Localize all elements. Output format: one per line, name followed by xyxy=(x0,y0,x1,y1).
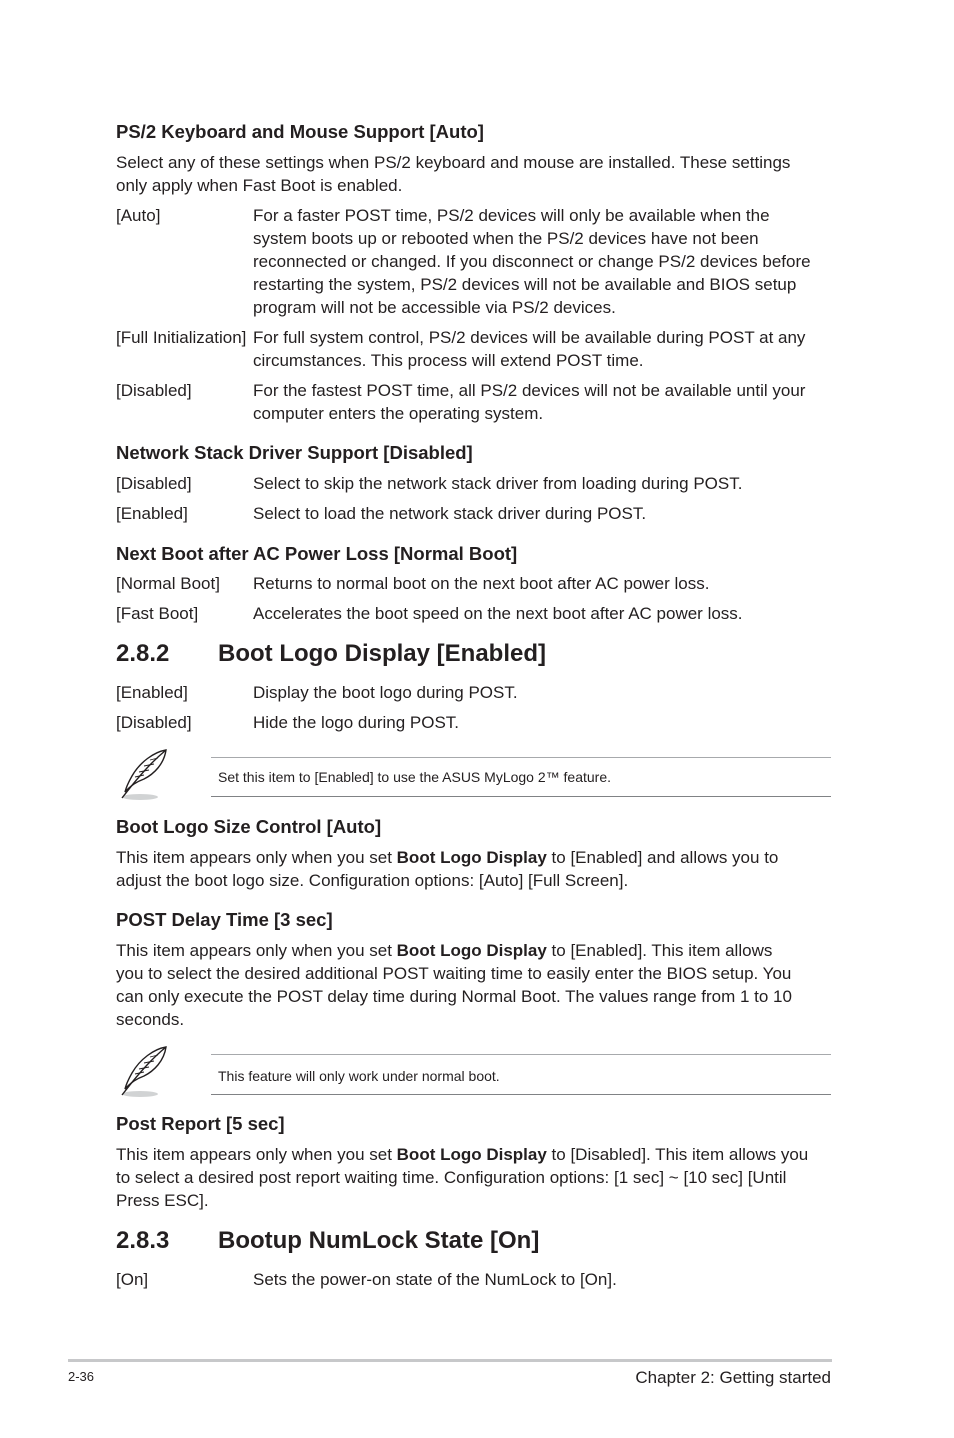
heading-network-stack: Network Stack Driver Support [Disabled] xyxy=(116,442,473,463)
footer-rule xyxy=(68,1359,832,1362)
option-key: [Auto] xyxy=(116,206,161,225)
option-key: [Enabled] xyxy=(116,504,188,523)
option-row xyxy=(116,204,832,319)
section-title-2-8-3 xyxy=(116,1226,539,1256)
option-value: Sets the power-on state of the NumLock to [On]. xyxy=(253,1270,617,1289)
option-value: Returns to normal boot on the next boot after AC power loss. xyxy=(253,574,710,593)
text-line: reconnected or changed. If you disconnect or change PS/2 devices before xyxy=(253,252,811,271)
option-row xyxy=(116,602,832,625)
text-line xyxy=(116,1143,832,1166)
text-run: This item appears only when you set xyxy=(116,1145,397,1164)
note-text: This feature will only work under normal boot. xyxy=(218,1068,500,1084)
option-key: [Disabled] xyxy=(116,381,192,400)
text-line: you to select the desired additional POST waiting time to easily enter the BIOS setup. You xyxy=(116,964,792,983)
text-line: Press ESC]. xyxy=(116,1191,209,1210)
option-key: [Enabled] xyxy=(116,683,188,702)
option-key: [Full Initialization] xyxy=(116,328,247,347)
text-line: can only execute the POST delay time during Normal Boot. The values range from 1 to 10 xyxy=(116,987,792,1006)
option-value: Select to skip the network stack driver from loading during POST. xyxy=(253,474,743,493)
text-run: to [Enabled] and allows you to xyxy=(546,848,779,867)
section-title: Boot Logo Display [Enabled] xyxy=(218,640,546,667)
option-key: [Normal Boot] xyxy=(116,574,220,593)
text-line: only apply when Fast Boot is enabled. xyxy=(116,176,403,195)
feather-quill-icon xyxy=(114,1043,172,1099)
chapter-label: Chapter 2: Getting started xyxy=(635,1368,831,1387)
option-row xyxy=(116,572,832,595)
note-rule-bottom xyxy=(211,1094,831,1095)
option-row xyxy=(116,502,832,525)
text-line: For full system control, PS/2 devices will be available during POST at any xyxy=(253,328,806,347)
option-value: Hide the logo during POST. xyxy=(253,713,460,732)
heading-boot-logo-size: Boot Logo Size Control [Auto] xyxy=(116,816,382,837)
post-delay-description xyxy=(116,939,832,1031)
note-rule-bottom xyxy=(211,796,831,797)
option-key: [Fast Boot] xyxy=(116,604,199,623)
note-rule-top xyxy=(211,757,831,758)
option-value: Accelerates the boot speed on the next boot after AC power loss. xyxy=(253,604,743,623)
text-line: adjust the boot logo size. Configuration options: [Auto] [Full Screen]. xyxy=(116,871,629,890)
bold-term: Boot Logo Display xyxy=(396,941,547,960)
text-line: to select a desired post report waiting time. Configuration options: [1 sec] ~ [10 sec] [Until xyxy=(116,1168,787,1187)
option-value xyxy=(253,204,832,319)
text-line: For the fastest POST time, all PS/2 devices will not be available until your xyxy=(253,381,806,400)
option-row xyxy=(116,711,832,734)
text-line: restarting the system, PS/2 devices will not be available and BIOS setup xyxy=(253,275,797,294)
text-run: to [Disabled]. This item allows you xyxy=(546,1145,809,1164)
heading-next-boot: Next Boot after AC Power Loss [Normal Boot] xyxy=(116,543,518,564)
option-key: [Disabled] xyxy=(116,713,192,732)
text-line: For a faster POST time, PS/2 devices will only be available when the xyxy=(253,206,770,225)
text-run: to [Enabled]. This item allows xyxy=(546,941,773,960)
text-line: computer enters the operating system. xyxy=(253,404,544,423)
text-line xyxy=(116,846,832,869)
text-line xyxy=(116,939,832,962)
post-report-description xyxy=(116,1143,832,1212)
option-value: Display the boot logo during POST. xyxy=(253,683,518,702)
text-line: program will not be accessible via PS/2 devices. xyxy=(253,298,616,317)
text-line: Select any of these settings when PS/2 keyboard and mouse are installed. These settings xyxy=(116,153,791,172)
heading-post-delay: POST Delay Time [3 sec] xyxy=(116,909,333,930)
option-key: [On] xyxy=(116,1270,149,1289)
text-line: circumstances. This process will extend POST time. xyxy=(253,351,644,370)
section-number: 2.8.3 xyxy=(116,1227,170,1254)
option-row xyxy=(116,379,832,425)
option-value: Select to load the network stack driver during POST. xyxy=(253,504,647,523)
text-run: This item appears only when you set xyxy=(116,848,397,867)
option-value xyxy=(253,326,832,372)
text-line: seconds. xyxy=(116,1010,185,1029)
section-title-2-8-2 xyxy=(116,639,546,669)
page-number: 2-36 xyxy=(68,1369,95,1384)
bold-term: Boot Logo Display xyxy=(396,848,547,867)
heading-post-report: Post Report [5 sec] xyxy=(116,1113,285,1134)
ps2-description xyxy=(116,151,832,197)
note-text: Set this item to [Enabled] to use the ASUS MyLogo 2™ feature. xyxy=(218,769,611,785)
option-row xyxy=(116,472,832,495)
feather-quill-icon xyxy=(114,746,172,802)
option-row xyxy=(116,1268,832,1291)
section-title: Bootup NumLock State [On] xyxy=(218,1227,540,1254)
option-row xyxy=(116,326,832,372)
option-row xyxy=(116,681,832,704)
bold-term: Boot Logo Display xyxy=(396,1145,547,1164)
note-rule-top xyxy=(211,1054,831,1055)
text-line: system boots up or rebooted when the PS/2 devices have not been xyxy=(253,229,759,248)
option-value xyxy=(253,379,832,425)
text-run: This item appears only when you set xyxy=(116,941,397,960)
option-key: [Disabled] xyxy=(116,474,192,493)
section-number: 2.8.2 xyxy=(116,640,170,667)
boot-logo-size-description xyxy=(116,846,832,892)
heading-ps2-support: PS/2 Keyboard and Mouse Support [Auto] xyxy=(116,121,484,142)
